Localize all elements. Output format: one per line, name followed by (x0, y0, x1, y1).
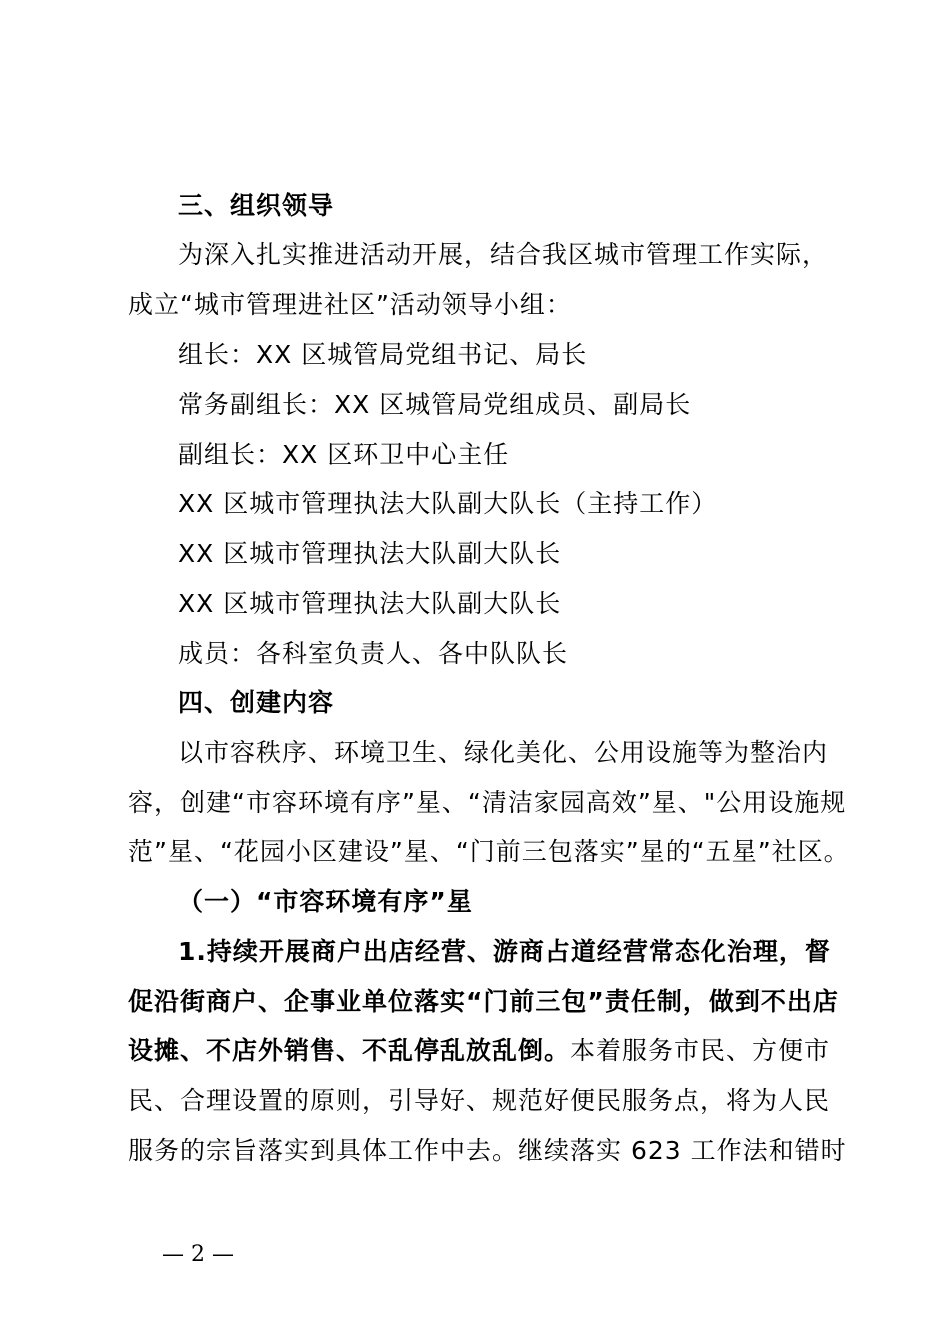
section4-para-line2: 容，创建“市容环境有序”星、“清洁家园高效”星、"公用设施规 (128, 788, 847, 817)
section4-para-line3: 范”星、“花园小区建设”星、“门前三包落实”星的“五星”社区。 (128, 837, 850, 866)
member-line: 成员：各科室负责人、各中队队长 (178, 639, 569, 668)
item1-bold-line2: 促沿街商户、企事业单位落实“门前三包”责任制，做到不出店 (128, 987, 839, 1016)
item1-line5: 服务的宗旨落实到具体工作中去。继续落实 623 工作法和错时 (128, 1136, 847, 1165)
section3-heading: 三、组织领导 (178, 191, 335, 220)
item1-bold-line3: 设摊、不店外销售、不乱停乱放乱倒。 (128, 1036, 571, 1065)
item1-line3 (128, 1036, 830, 1066)
member-line: XX 区城市管理执法大队副大队长（主持工作） (178, 489, 718, 518)
item1-normal-line3: 本着服务市民、方便市 (570, 1036, 831, 1065)
page-number: — 2 — (162, 1242, 234, 1267)
member-line: XX 区城市管理执法大队副大队长 (178, 539, 562, 568)
section4-para-line1: 以市容秩序、环境卫生、绿化美化、公用设施等为整治内 (178, 738, 829, 767)
member-line: XX 区城市管理执法大队副大队长 (178, 589, 562, 618)
item1-bold-line1: 1.持续开展商户出店经营、游商占道经营常态化治理，督 (178, 937, 831, 966)
section3-intro-line2: 成立“城市管理进社区”活动领导小组： (128, 290, 572, 319)
member-line: 副组长：XX 区环卫中心主任 (178, 440, 510, 469)
section3-intro-line1: 为深入扎实推进活动开展，结合我区城市管理工作实际， (178, 240, 829, 269)
item1-line4: 民、合理设置的原则，引导好、规范好便民服务点，将为人民 (128, 1086, 831, 1115)
member-line: 常务副组长：XX 区城管局党组成员、副局长 (178, 390, 692, 419)
section4-heading: 四、创建内容 (178, 688, 335, 717)
member-line: 组长：XX 区城管局党组书记、局长 (178, 340, 588, 369)
sub-heading: （一）“市容环境有序”星 (178, 887, 473, 916)
